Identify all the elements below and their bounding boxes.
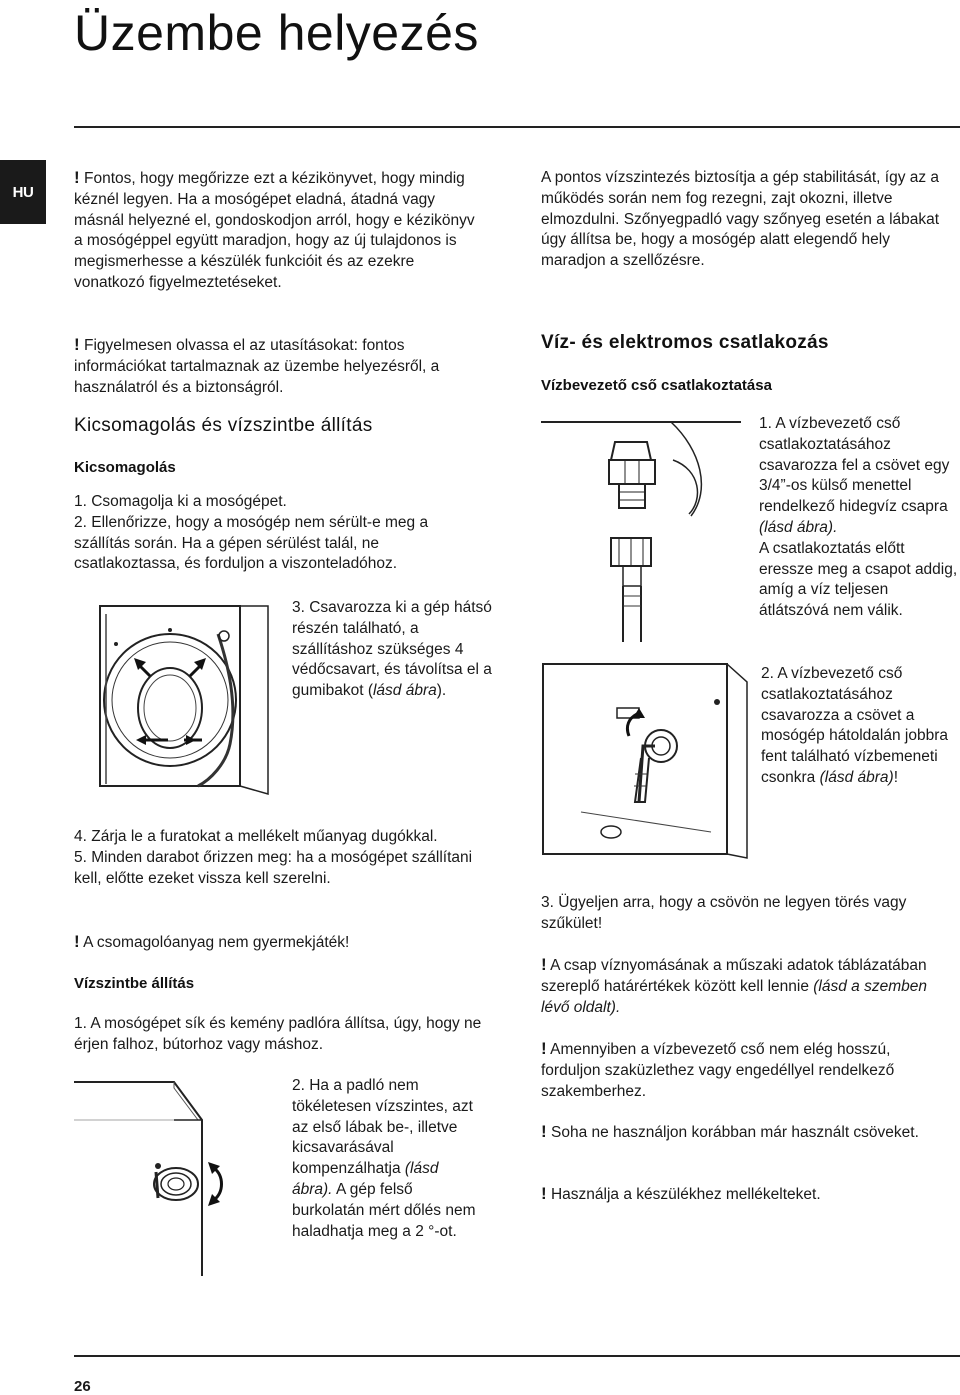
unpack-step-5: 5. Minden darabot őrizzen meg: ha a mosógépet szállítani kell, előtte ezeket vissza kell szerelni. [74,848,473,887]
unpack-steps [74,492,484,575]
warning-mark: ! [74,168,80,187]
warning-mark: ! [541,955,547,974]
read-instructions-text: Figyelmesen olvassa el az utasításokat: fontos információkat tartalmaznak az üzembe helyezésről, a használatról és a biztonságról. [74,337,440,396]
used-hose-warning: ! Soha ne használjon korábban már használt csöveket. [541,1122,919,1141]
unpack-step-2: 2. Ellenőrizze, hogy a mosógép nem sérült-e meg a szállítás során. Ha a gépen sérülést talál, ne csatlakoztassa, és forduljon a viszonteladóhoz. [74,513,429,573]
unpack-step-3: 3. Csavarozza ki a gép hátsó részén található, a szállításhoz szükséges 4 védőcsavart, és távolítsa el a gumibakot (lásd ábra). [292,599,492,700]
warning-mark: ! [541,1184,547,1203]
page-title: Üzembe helyezés [74,5,479,61]
inlet-step-1: 1. A vízbevezető cső csatlakoztatásához csavarozza fel a csövet egy 3/4”-os külső menettel rendelkező hidegvíz csapra (lásd ábra). A csatlakoztatás előtt eressze meg a csapot addig, amíg a víz teljesen átlátszóvá nem válik. [759,415,958,620]
page-number: 26 [74,1378,91,1395]
unpack-step-1: 1. Csomagolja ki a mosógépet. [74,493,287,510]
section-heading-water-electric: Víz- és elektromos csatlakozás [541,332,829,353]
level-step-1: 1. A mosógépet sík és kemény padlóra állítsa, úgy, hogy ne érjen falhoz, bútorhoz vagy máshoz. [74,1015,482,1053]
warning-mark: ! [74,932,80,951]
subheading-unpacking: Kicsomagolás [74,459,176,476]
intro-note [74,168,484,294]
unpack-steps-cont [74,827,484,889]
subheading-inlet-hose: Vízbevezető cső csatlakoztatása [541,377,772,394]
leveling-foot-figure [74,1076,274,1276]
level-step-2: 2. Ha a padló nem tökéletesen vízszintes, azt az első lábak be-, illetve kicsavarásával kompenzálhatja (lásd ábra). A gép felső burkolatán mért dőlés nem haladhatja meg a 2 °-ot. [292,1077,476,1240]
language-tab: HU [0,160,46,224]
inlet-step-3: 3. Ügyeljen arra, hogy a csövön ne legyen törés vagy szűkület! [541,894,907,932]
pressure-warning: ! A csap víznyomásának a műszaki adatok táblázatában szereplő határértékek között kell lennie (lásd a szemben lévő oldalt). [541,955,927,1016]
machine-back-figure [98,604,278,800]
packaging-warning: ! A csomagolóanyag nem gyermekjáték! [74,932,350,951]
subheading-leveling: Vízszintbe állítás [74,975,195,992]
header-rule [74,126,960,128]
warning-mark: ! [541,1039,547,1058]
read-instructions-note [74,335,484,398]
section-heading-unpacking-leveling: Kicsomagolás és vízszintbe állítás [74,415,373,436]
leveling-importance-text: A pontos vízszintezés biztosítja a gép stabilitását, így az a működés során nem fog rezegni, zajt okozni, illetve elmozdulni. Szőnyegpadló vagy szőnyeg esetén a lábakat úgy állítsa be, hogy a mosógép alatt elegendő hely maradjon a szellőzésre. [541,169,940,270]
hose-length-warning: ! Amennyiben a vízbevezető cső nem elég hosszú, forduljon szaküzlethez vagy engedéllyel rendelkező szakemberhez. [541,1039,895,1100]
warning-mark: ! [74,335,80,354]
tap-connection-figure [541,420,746,642]
supplied-parts-warning: ! Használja a készülékhez mellékelteket. [541,1184,821,1203]
machine-inlet-figure [541,662,751,862]
inlet-step-2: 2. A vízbevezető cső csatlakoztatásához csavarozza a csövet a mosógép hátoldalán jobbra fent található vízbemeneti csonkra (lásd ábra)! [761,665,948,786]
unpack-step-4: 4. Zárja le a furatokat a mellékelt műanyag dugókkal. [74,828,438,845]
warning-mark: ! [541,1122,547,1141]
intro-text: Fontos, hogy megőrizze ezt a kézikönyvet, hogy mindig kéznél legyen. Ha a mosógépet eladná, átadná vagy másnál helyezné el, gondoskodjon arról, hogy e kézikönyv a mosógéppel együtt maradjon, hogy az új tulajdonos is megismerhesse a készülék funkcióit és az ezekre vonatkozó figyelmeztetéseket. [74,170,475,291]
footer-rule [74,1355,960,1357]
